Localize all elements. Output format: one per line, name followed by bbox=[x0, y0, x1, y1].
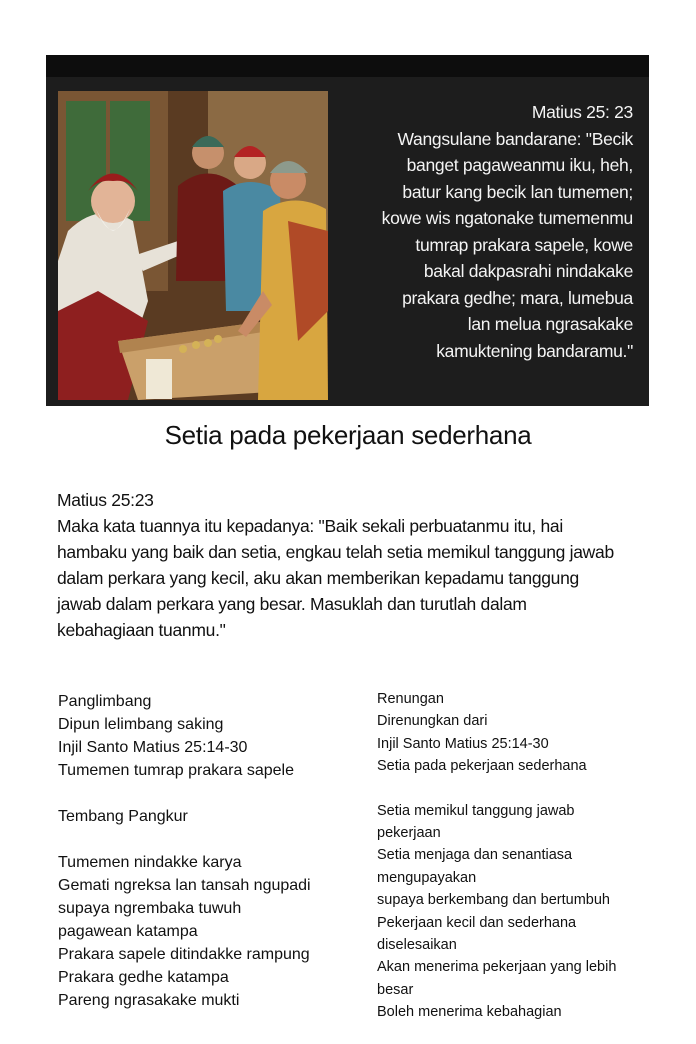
banner-top-strip bbox=[46, 55, 649, 77]
verse-line: banget pagaweanmu iku, heh, bbox=[406, 155, 633, 175]
reflection-line: mengupayakan bbox=[377, 869, 477, 886]
stanza-line: Gemati ngreksa lan tansah ngupadi bbox=[58, 877, 311, 894]
header-banner bbox=[46, 55, 649, 406]
spacer bbox=[58, 828, 358, 851]
verse-line: Matius 25: 23 bbox=[531, 102, 633, 122]
passage-line: kebahagiaan tuanmu." bbox=[57, 620, 226, 640]
reflection-line: Injil Santo Matius 25:14-30 bbox=[377, 735, 549, 752]
reflection-line: supaya berkembang dan bertumbuh bbox=[377, 892, 610, 909]
verse-line: bakal dakpasrahi nindakake bbox=[423, 261, 633, 281]
reflection-line: Setia pada pekerjaan sederhana bbox=[377, 758, 587, 775]
reflection-line: Tumemen tumrap prakara sapele bbox=[58, 762, 294, 779]
verse-line: lan melua ngrasakake bbox=[467, 314, 633, 334]
reflection-line: Setia memikul tanggung jawab bbox=[377, 802, 575, 819]
stanza-line: Prakara gedhe katampa bbox=[58, 969, 229, 986]
verse-line: kamuktening bandaramu." bbox=[436, 340, 633, 361]
reflection-line: Pekerjaan kecil dan sederhana bbox=[377, 914, 577, 931]
passage-line: hambaku yang baik dan setia, engkau telah setia memikul tanggung jawab bbox=[57, 542, 614, 562]
indonesian-reflection-column bbox=[377, 688, 647, 1024]
indonesian-passage bbox=[57, 487, 657, 643]
reflection-line: Dipun lelimbang saking bbox=[58, 716, 224, 733]
javanese-reflection-column bbox=[58, 690, 358, 1012]
stanza-line: Tumemen nindakke karya bbox=[58, 854, 242, 871]
reflection-line: Panglimbang bbox=[58, 693, 152, 710]
verse-line: tumrap prakara sapele, kowe bbox=[415, 234, 633, 255]
stanza-line: supaya ngrembaka tuwuh bbox=[58, 900, 242, 917]
reflection-line: besar bbox=[377, 981, 414, 998]
reflection-line: Setia menjaga dan senantiasa bbox=[377, 847, 573, 864]
reflection-line: diselesaikan bbox=[377, 937, 457, 954]
javanese-verse bbox=[363, 99, 633, 364]
passage-line: Matius 25:23 bbox=[57, 490, 154, 510]
parable-painting bbox=[58, 91, 328, 400]
reflection-line: Boleh menerima kebahagian bbox=[377, 1004, 562, 1021]
painting-illustration bbox=[58, 91, 328, 400]
spacer bbox=[377, 778, 647, 800]
tembang-title: Tembang Pangkur bbox=[58, 808, 188, 825]
reflection-line: Direnungkan dari bbox=[377, 713, 488, 730]
verse-line: batur kang becik lan tumemen; bbox=[402, 181, 633, 202]
passage-line: dalam perkara yang kecil, aku akan memberikan kepadamu tanggung bbox=[57, 568, 579, 588]
passage-line: jawab dalam perkara yang besar. Masuklah dan turutlah dalam bbox=[57, 594, 527, 614]
reflection-line: Akan menerima pekerjaan yang lebih bbox=[377, 959, 617, 976]
spacer bbox=[58, 782, 358, 805]
reflection-line: Injil Santo Matius 25:14-30 bbox=[58, 739, 248, 756]
passage-line: Maka kata tuannya itu kepadanya: "Baik sekali perbuatanmu itu, hai bbox=[57, 516, 563, 536]
stanza-line: Pareng ngrasakake mukti bbox=[58, 992, 240, 1009]
verse-line: kowe wis ngatonake tumemenmu bbox=[381, 208, 633, 228]
reflection-line: Renungan bbox=[377, 691, 444, 707]
verse-line: Wangsulane bandarane: "Becik bbox=[397, 128, 633, 149]
stanza-line: Prakara sapele ditindakke rampung bbox=[58, 946, 310, 963]
stanza-line: pagawean katampa bbox=[58, 923, 198, 940]
verse-line: prakara gedhe; mara, lumebua bbox=[402, 287, 633, 308]
page-title: Setia pada pekerjaan sederhana bbox=[164, 420, 532, 450]
reflection-line: pekerjaan bbox=[377, 825, 441, 842]
